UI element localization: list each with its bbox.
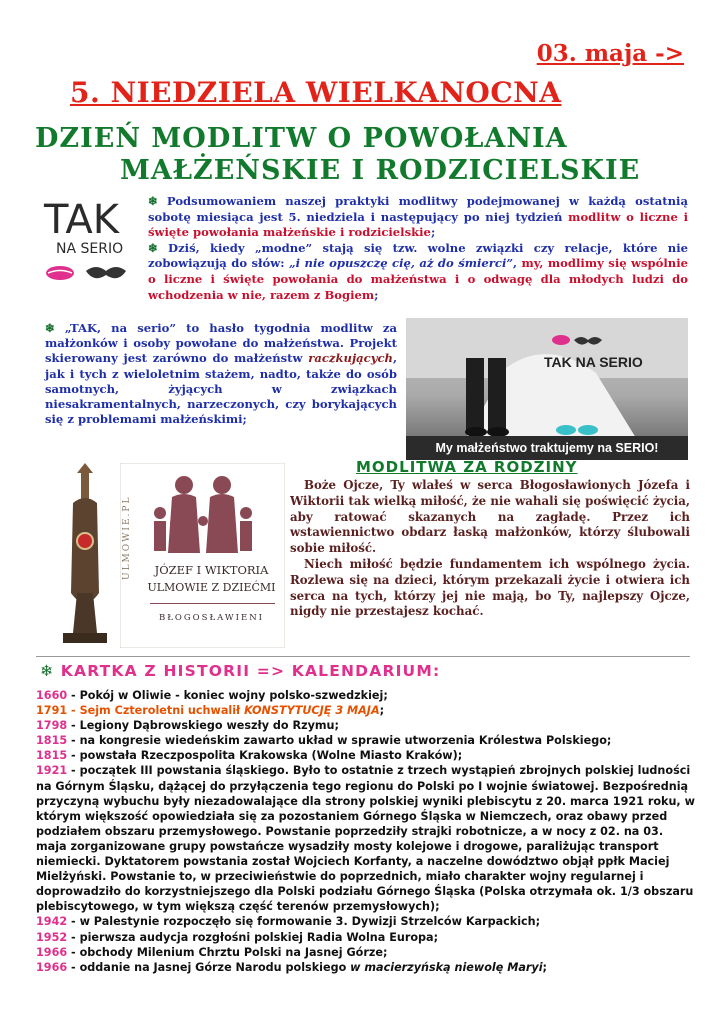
intro-end: ; (374, 287, 379, 302)
calendar-event-text: - Legiony Dąbrowskiego weszły do Rzymu; (67, 719, 340, 733)
calendar-entry (36, 930, 696, 945)
calendar-year: 1921 (36, 764, 68, 778)
calendar-event-text: - w Palestynie rozpoczęło się formowanie 3. Dywizji Strzelców Karpackich; (67, 915, 541, 929)
calendar-event-italic: w macierzyńską niewolę Maryi (350, 960, 543, 974)
ulma-beatified: BŁOGOSŁAWIENI (158, 613, 265, 623)
prayer-title: MODLITWA ZA RODZINY (356, 458, 578, 476)
calendar-year: 1815 (36, 749, 68, 763)
ulma-family-logo (120, 463, 285, 648)
tak-na-serio-logo (38, 193, 148, 288)
calendar-entry (36, 914, 696, 929)
calendar-event-text: - na kongresie wiedeńskim zawarto układ w sprawie utworzenia Królestwa Polskiego; (67, 734, 612, 748)
calendar-year: 1791 (36, 704, 68, 718)
calendar-event-text: - oddanie na Jasnej Górze Narodu polskiego (67, 960, 351, 974)
photo-caption: My małżeństwo traktujemy na SERIO! (406, 436, 688, 460)
history-heading (40, 662, 440, 680)
calendar-entry (36, 960, 696, 975)
calendar-year: 1815 (36, 734, 68, 748)
date-heading: 03. maja -> (536, 40, 684, 67)
calendar-year: 1660 (36, 689, 68, 702)
ulma-name-2: ULMOWIE Z DZIEĆMI (147, 581, 276, 594)
mustache-icon (86, 267, 126, 278)
calendar-event-italic: KONSTYTUCJĘ 3 MAJA (244, 704, 380, 718)
wedding-photo (406, 318, 688, 460)
calendar-event-text: - obchody Milenium Chrztu Polski na Jasnej Górze; (67, 945, 388, 959)
ulma-vertical-text: ULMOWIE.PL (122, 495, 132, 581)
calendar-year: 1966 (36, 960, 68, 974)
calendar-entry (36, 945, 696, 960)
calendar-year: 1952 (36, 930, 68, 944)
calendar-year: 1966 (36, 945, 68, 959)
calendar-entry (36, 688, 696, 703)
intro-semicolon: ; (430, 225, 436, 240)
intro-text-a: Podsumowaniem naszej praktyki modlitwy podejmowanej w każdą ostatnią sobotę miesiąca jest 5. niedziela i następujący po niej tydzień (148, 194, 688, 224)
logo-word-tak: TAK (44, 197, 119, 243)
prayer-text (290, 478, 690, 620)
campaign-italic: raczkujących (308, 351, 393, 366)
intro-quote: „i nie opuszczę cię, aż do śmierci” (288, 256, 514, 271)
calendar-year: 1798 (36, 719, 68, 733)
prayer-paragraph-2: Niech miłość będzie fundamentem ich wspólnego życia. Rozlewa się na dzieci, którym przekazali życie i otwiera ich serca na tych, którzy jej nie mają, bo Ty, najlepszy Ojcze, nigdy nie przestajesz kochać. (290, 556, 690, 619)
campaign-text-a: „TAK, na serio” to hasło tygodnia modlitw za małżonków i osoby powołane do małżeństwa. Projekt skierowany jest zarówno do małżeństw (45, 321, 397, 366)
snowflake-bullet-icon: ❄ (40, 662, 55, 680)
campaign-paragraph (45, 321, 397, 427)
ulma-divider (150, 603, 275, 604)
snowflake-bullet-icon: ❄ (148, 240, 158, 255)
calendar-entry (36, 703, 696, 718)
lips-icon (46, 266, 74, 280)
calendar-event-tail: ; (542, 960, 548, 974)
snowflake-bullet-icon: ❄ (148, 194, 158, 208)
award-statue-image (55, 463, 115, 651)
calendar-event-text: - początek III powstania śląskiego. Było to ostatnie z trzech wystąpień zbrojnych polskiej ludności na Górnym Śląsku, dążącej do przyłączenia tego regionu do Polski po I wojnie światowej. Bezpośrednią przyczyną wybuchu były niezadowalające dla strony polskiej wyniki plebiscytu z 20. marca 1921 roku, w którym większość opowiedziała się za pozostaniem Górnego Śląska w Niemczech, oraz obawy przed podziałem obszaru przemysłowego. Powstanie poprzedziły strajki robotnicze, a w nocy z 02. na 03. maja zorganizowane grupy powstańcze wysadziły mosty kolejowe i drogowe, paraliżując transport niemiecki. Dyktatorem powstania został Wojciech Korfanty, a naczelne dowództwo objął ppłk Maciej Mielżyński. Powstanie to, w przeciwieństwie do poprzednich, miało charakter wojny regularnej i doprowadziło do korzystniejszego dla Polski podziału Górnego Śląska (Polska otrzymała ok. 1/3 obszaru plebiscytowego, w tym większą część terenów przemysłowych); (36, 764, 699, 914)
calendar-event-text: - powstała Rzeczpospolita Krakowska (Wolne Miasto Kraków); (67, 749, 463, 763)
intro-text-d: my, modlimy się wspólnie o liczne i święte powołania do małżeństwa i o odwagę dla młodych ludzi do wchodzenia w nie, razem z Bogiem (148, 256, 689, 302)
calendar-entry (36, 748, 696, 763)
campaign-text-b: , jak i tych z wieloletnim stażem, nadto, także do osób samotnych, żyjących w związkach niesakramentalnych, narzeczonych, czy borykających się z problemami małżeńskimi; (45, 351, 397, 427)
intro-paragraph: ❄ Podsumowaniem naszej praktyki modlitwy podejmowanej w każdą ostatnią sobotę miesiąca jest 5. niedziela i następujący po niej tydzień modlitw o liczne i święte powołania małżeńskie i rodzicielskie; ❄ Dziś, kiedy „modne” stają się tzw. wolne związki czy relacje, które nie zobowiązują do słów: „i nie opuszczę cię, aż do śmierci”, my, modlimy się wspólnie o liczne i święte powołania do małżeństwa i o odwagę dla młodych ludzi do wchodzenia w nie, razem z Bogiem; (148, 194, 689, 302)
title-line-1: DZIEŃ MODLITW O POWOŁANIA (35, 123, 568, 154)
calendar-entry (36, 733, 696, 748)
photo-logo-text: TAK NA SERIO (544, 354, 643, 370)
calendar-event-text: - Sejm Czteroletni uchwalił (67, 704, 245, 718)
section-divider (36, 656, 690, 657)
ulma-name-1: JÓZEF I WIKTORIA (154, 563, 269, 577)
calendar-list (36, 688, 699, 975)
logo-word-na-serio: NA SERIO (56, 241, 124, 257)
prayer-paragraph-1: Boże Ojcze, Ty wlałeś w serca Błogosławionych Józefa i Wiktorii tak wielką miłość, że nie wahali się poświęcić życia, aby ratować skazanych na zagładę. Przez ich wstawiennictwo obdarz łaską małżonków, którzy ślubowali sobie miłość. (290, 478, 690, 556)
snowflake-bullet-icon: ❄ (45, 321, 55, 335)
calendar-entry (36, 763, 699, 914)
calendar-event-text: - pierwsza audycja rozgłośni polskiej Radia Wolna Europa; (67, 930, 439, 944)
history-heading-text: KARTKA Z HISTORII => KALENDARIUM: (60, 662, 441, 680)
calendar-event-tail: ; (379, 704, 385, 718)
sunday-heading: 5. NIEDZIELA WIELKANOCNA (70, 76, 562, 109)
intro-text-b: modlitw o liczne i święte powołania małżeńskie i rodzicielskie (148, 209, 688, 240)
title-line-2: MAŁŻEŃSKIE I RODZICIELSKIE (120, 155, 641, 186)
calendar-event-text: - Pokój w Oliwie - koniec wojny polsko-szwedzkiej; (67, 689, 388, 702)
calendar-year: 1942 (36, 915, 68, 929)
calendar-entry (36, 718, 696, 733)
intro-text-c: Dziś, kiedy „modne” stają się tzw. wolne związki czy relacje, które nie zobowiązują do słów: (148, 240, 688, 271)
